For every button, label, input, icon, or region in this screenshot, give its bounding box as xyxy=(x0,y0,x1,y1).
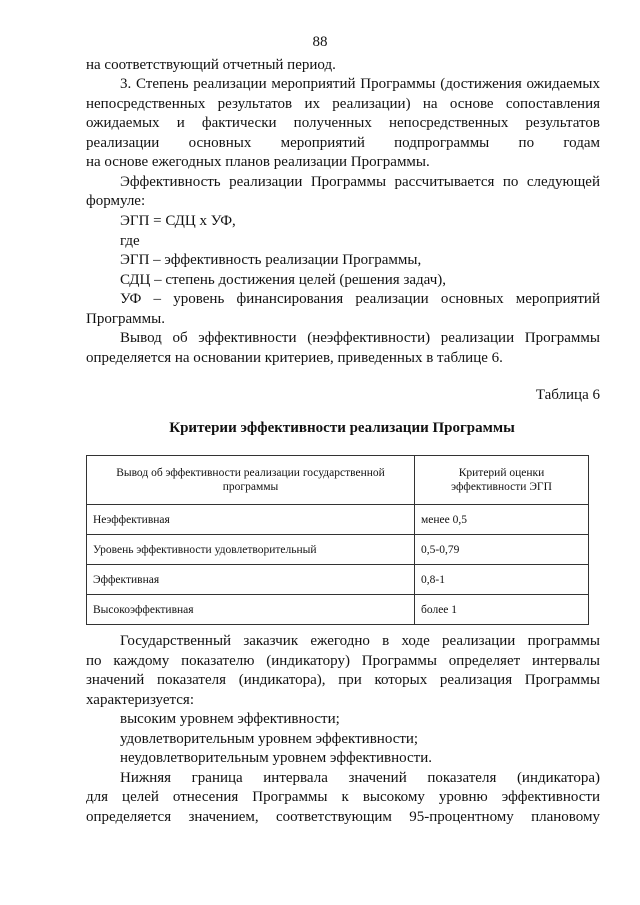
text-line: Вывод об эффективности (неэффективности) реализации Программы xyxy=(120,330,600,346)
definition: СДЦ – степень достижения целей (решения задач), xyxy=(120,272,447,288)
text-line: 3. Степень реализации мероприятий Программы (достижения ожидаемых xyxy=(120,76,600,92)
table-header-row xyxy=(87,456,589,505)
table-title: Критерии эффективности реализации Программы xyxy=(169,420,515,436)
table-row xyxy=(87,565,589,595)
formula: ЭГП = СДЦ х УФ, xyxy=(120,213,236,229)
text-line: определяется значением, соответствующим 95-процентному плановому xyxy=(86,809,600,825)
table-row xyxy=(87,595,589,625)
table-header-cell: Критерий оценки эффективности ЭГП xyxy=(415,456,589,505)
text-line: на основе ежегодных планов реализации Программы. xyxy=(86,154,430,170)
page-number: 88 xyxy=(312,34,328,50)
table-cell: Эффективная xyxy=(87,565,415,595)
text-line: Эффективность реализации Программы рассчитывается по следующей xyxy=(120,174,600,190)
definition: ЭГП – эффективность реализации Программы, xyxy=(120,252,422,268)
text-line: значений показателя (индикатора), при которых реализация Программы xyxy=(86,672,600,688)
definition: Программы. xyxy=(86,311,165,327)
list-item: удовлетворительным уровнем эффективности; xyxy=(120,731,419,747)
definition: УФ – уровень финансирования реализации основных мероприятий xyxy=(120,291,600,307)
list-item: высоким уровнем эффективности; xyxy=(120,711,340,727)
list-item: неудовлетворительным уровнем эффективности. xyxy=(120,750,432,766)
text-line: непосредственных результатов их реализации) на основе сопоставления xyxy=(86,96,600,112)
table-cell: 0,8-1 xyxy=(415,565,589,595)
text-line: по каждому показателю (индикатору) Программы определяет интервалы xyxy=(86,653,600,669)
text-line: на соответствующий отчетный период. xyxy=(86,57,336,73)
criteria-table xyxy=(86,455,589,625)
text-line: Нижняя граница интервала значений показателя (индикатора) xyxy=(120,770,600,786)
table-header-cell: Вывод об эффективности реализации государственной программы xyxy=(87,456,415,505)
table-cell: Уровень эффективности удовлетворительный xyxy=(87,535,415,565)
table-caption: Таблица 6 xyxy=(535,387,600,403)
text-line: характеризуется: xyxy=(86,692,194,708)
table-cell: Неэффективная xyxy=(87,505,415,535)
text-line: Государственный заказчик ежегодно в ходе реализации программы xyxy=(120,633,600,649)
text-line: реализации основных мероприятий подпрограммы по годам xyxy=(86,135,600,151)
table-cell: Высокоэффективная xyxy=(87,595,415,625)
table-cell: менее 0,5 xyxy=(415,505,589,535)
table-row xyxy=(87,505,589,535)
table-cell: более 1 xyxy=(415,595,589,625)
text-line: формуле: xyxy=(86,193,146,209)
text-line: определяется на основании критериев, приведенных в таблице 6. xyxy=(86,350,503,366)
text-line: для целей отнесения Программы к высокому уровню эффективности xyxy=(86,789,600,805)
text-line: ожидаемых и фактически полученных непосредственных результатов xyxy=(86,115,600,131)
table-row xyxy=(87,535,589,565)
table-cell: 0,5-0,79 xyxy=(415,535,589,565)
text-line: где xyxy=(120,233,140,249)
